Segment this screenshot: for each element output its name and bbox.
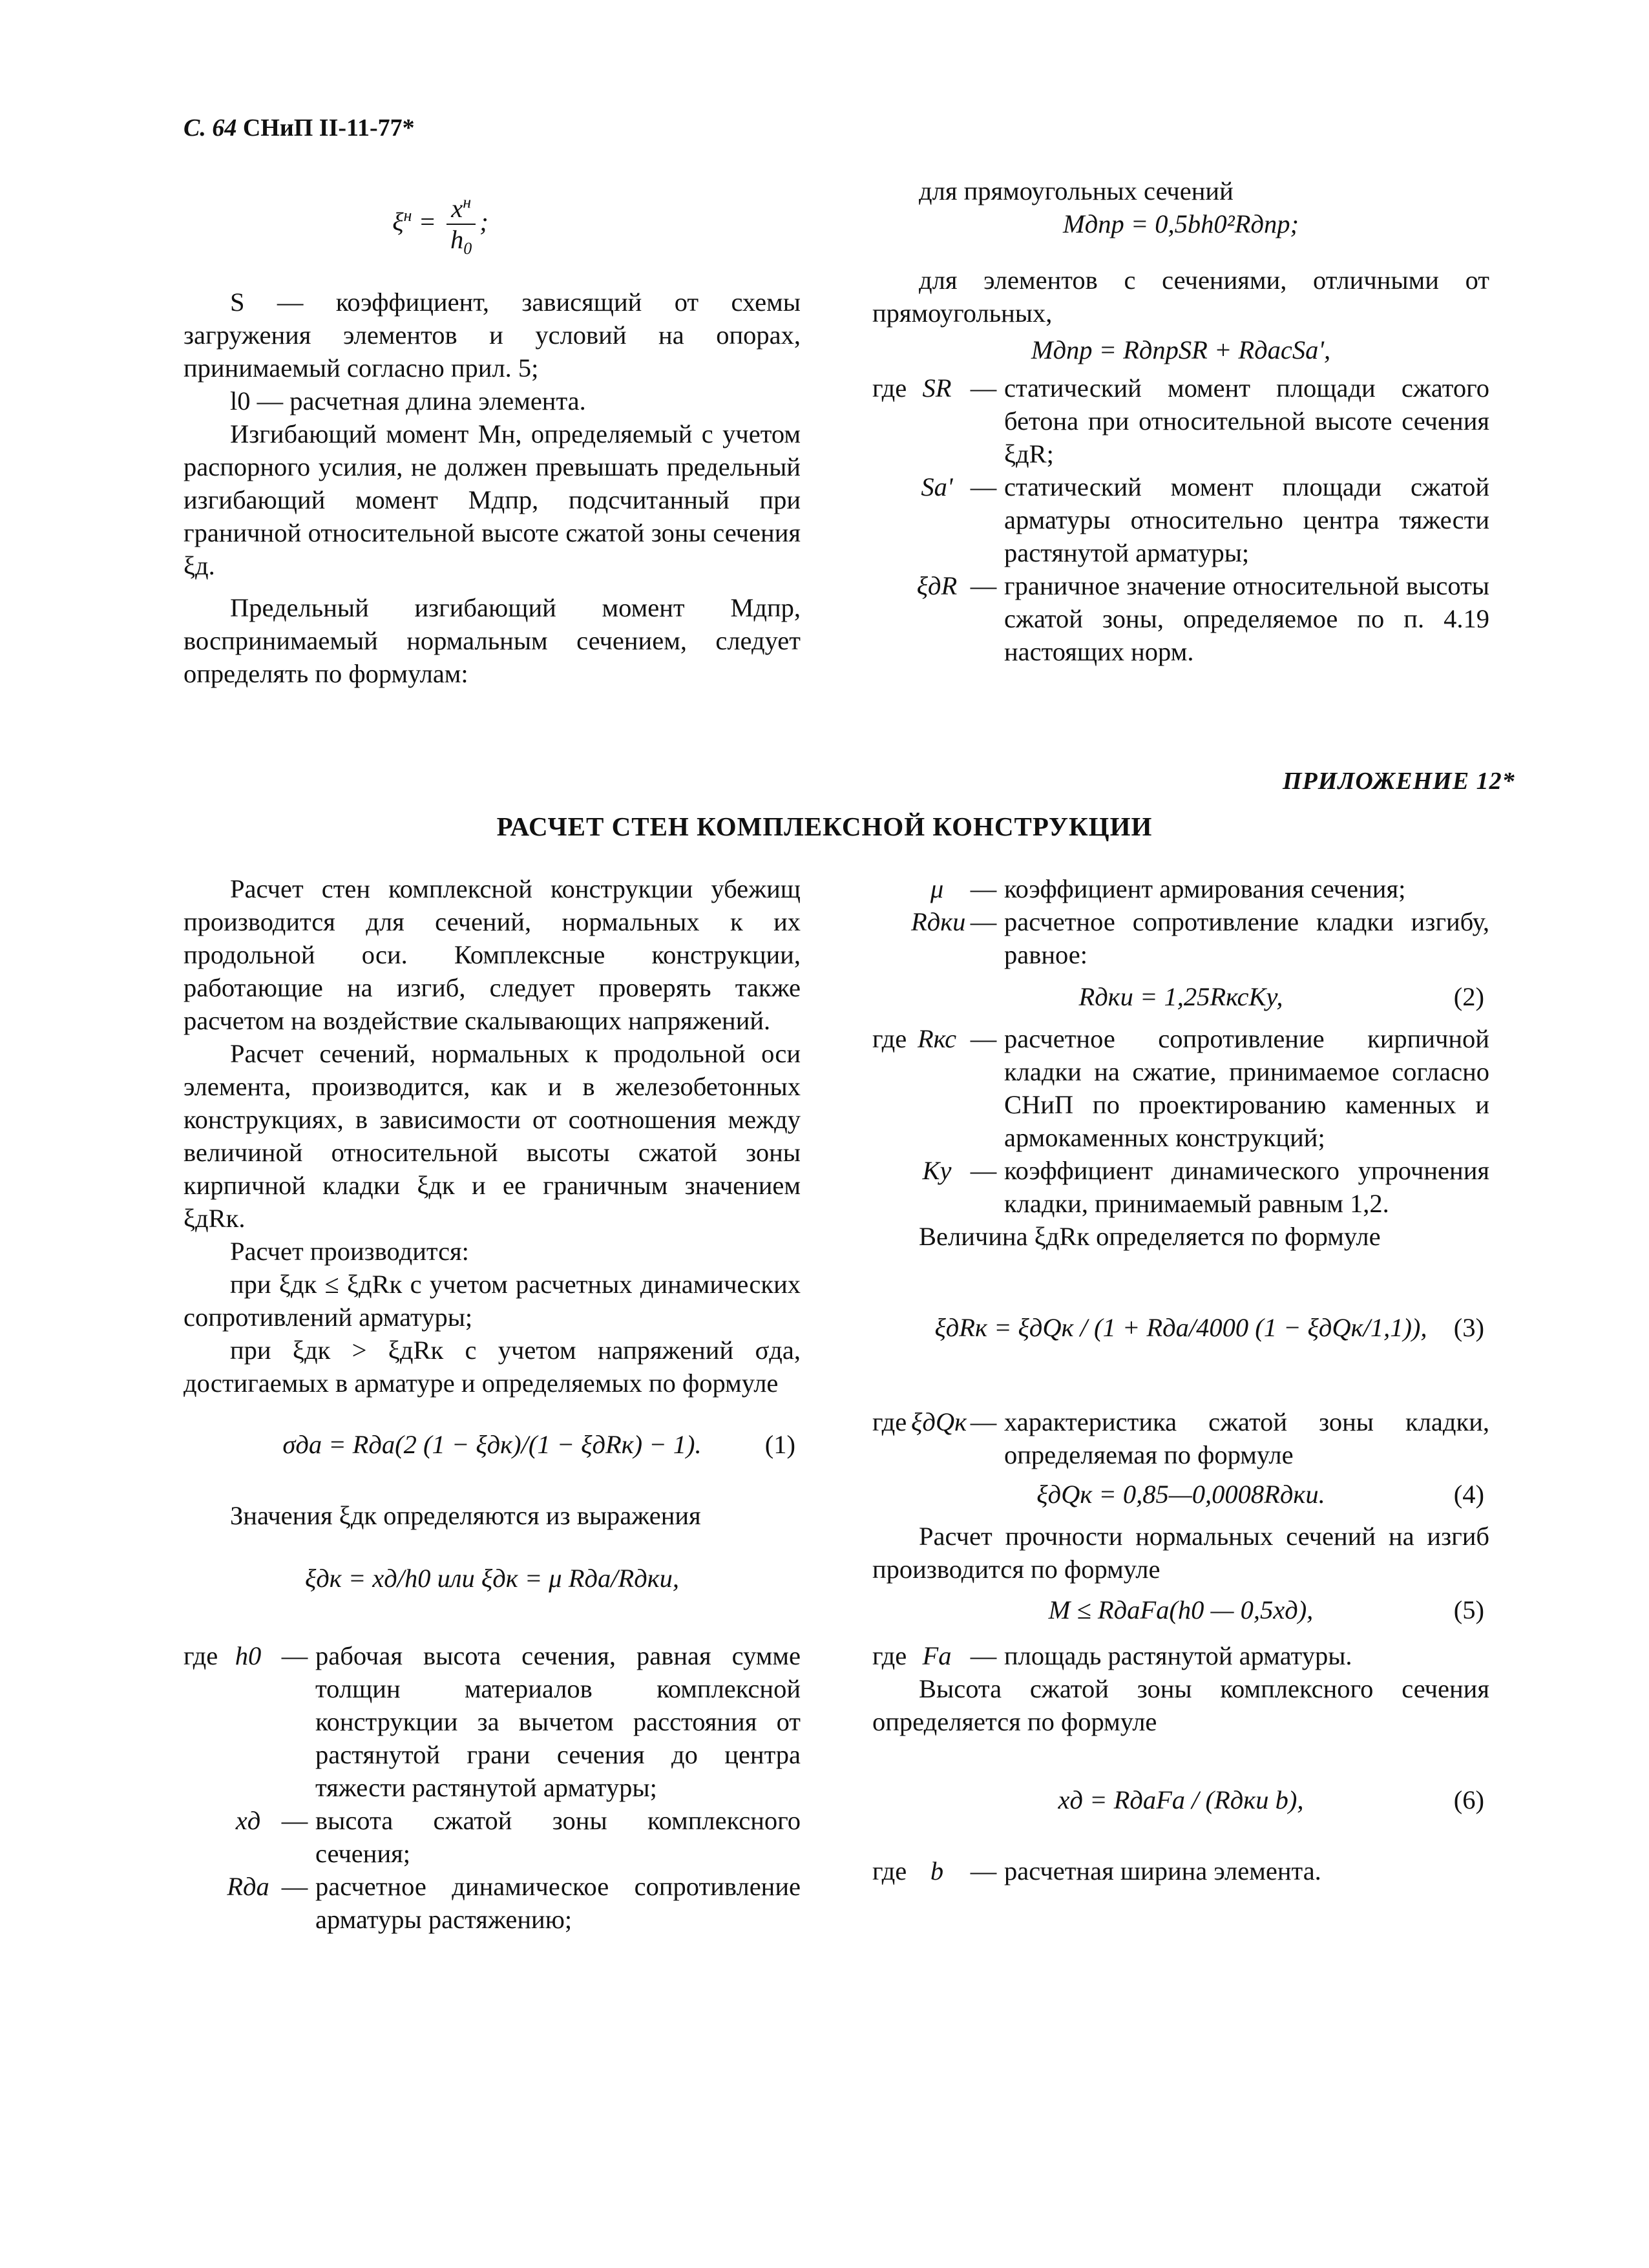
equation-5	[872, 1593, 1489, 1626]
definition-ky-text: коэффициент динамического упрочнения кладки, принимаемый равным 1,2.	[1004, 1156, 1489, 1218]
definition-xi-r: ξдR — граничное значение относительной высоты сжатой зоны, определяемое по п. 4.19 настоящих норм.	[872, 569, 1489, 668]
definition-rkc-text: расчетное сопротивление кирпичной кладки на сжатие, принимаемое согласно СНиП по проектированию каменных и армокаменных конструкций;	[1004, 1024, 1489, 1152]
symbol-xd: xд	[235, 1806, 261, 1835]
definition-sa-text: статический момент площади сжатой арматуры относительно центра тяжести растянутой арматуры;	[1004, 472, 1489, 567]
equation-1-body: σда = Rда(2 (1 − ξдк)/(1 − ξдRк) − 1).	[282, 1430, 702, 1459]
definition-xd: xд — высота сжатой зоны комплексного сечения;	[184, 1804, 801, 1870]
top-left-column	[184, 194, 801, 690]
definition-h0-text: рабочая высота сечения, равная сумме толщин материалов комплексной конструкции за вычетом расстояния от растянутой грани сечения до центра тяжести растянутой арматуры;	[315, 1641, 801, 1802]
definition-xd-text: высота сжатой зоны комплексного сечения;	[315, 1806, 801, 1868]
definition-b: где b — расчетная ширина элемента.	[872, 1854, 1489, 1887]
symbol-rki: Rдки	[911, 907, 966, 936]
document-code: СНиП II-11-77*	[242, 114, 415, 142]
page-number: С. 64	[184, 114, 237, 142]
paragraph-intro: Расчет стен комплексной конструкции убежищ производится для сечений, нормальных к их продольной оси. Комплексные конструкции, работающие на изгиб, следует проверять также расчетом на воздействие скалывающих напряжений.	[184, 874, 801, 1035]
equation-2	[872, 980, 1489, 1013]
symbol-h0: h0	[235, 1641, 262, 1670]
equation-5-body: M ≤ RдаFа(h0 — 0,5xд),	[1048, 1595, 1314, 1624]
symbol-rkc: Rкс	[917, 1024, 957, 1053]
equation-4-number: (4)	[1453, 1480, 1484, 1509]
equation-1-number: (1)	[764, 1430, 795, 1459]
where-label: где	[872, 1856, 907, 1885]
definition-ky: Kу — коэффициент динамического упрочнения кладки, принимаемый равным 1,2.	[872, 1154, 1489, 1220]
definition-h0: где h0 — рабочая высота сечения, равная сумме толщин материалов комплексной конструкции за вычетом расстояния от растянутой грани сечения до центра тяжести растянутой арматуры;	[184, 1639, 801, 1804]
paragraph-case-le: при ξдк ≤ ξдRк с учетом расчетных динамических сопротивлений арматуры;	[184, 1270, 801, 1332]
symbol-sr: SR	[922, 373, 952, 403]
paragraph-xi-values: Значения ξдк определяются из выражения	[230, 1501, 701, 1530]
equation-3-body: ξдRк = ξдQк / (1 + Rда/4000 (1 − ξдQк/1,1)),	[934, 1313, 1427, 1342]
formula-rect-moment: Mдпр = 0,5bh0²Rдпр;	[1062, 209, 1299, 238]
paragraph-strength: Расчет прочности нормальных сечений на изгиб производится по формуле	[872, 1522, 1489, 1584]
formula-nonrect-moment: Mдпр = RдпрSR + RдасSa',	[1031, 335, 1331, 364]
equation-6	[872, 1783, 1489, 1842]
symbol-xi-r: ξдR	[916, 571, 958, 600]
definition-rki-text: расчетное сопротивление кладки изгибу, равное:	[1004, 907, 1489, 969]
where-label: где	[872, 1407, 907, 1436]
definition-ra: Rда — расчетное динамическое сопротивление арматуры растяжению;	[184, 1870, 801, 1936]
bottom-left-column	[184, 872, 801, 1936]
equation-4	[872, 1478, 1489, 1511]
definition-sa: Sa' — статический момент площади сжатой арматуры относительно центра тяжести растянутой арматуры;	[872, 470, 1489, 569]
formula-xi-n: $\xi^н$ = $\frac{x^н}{h_0}$ ;	[392, 193, 488, 258]
nonrect-section-label: для элементов с сечениями, отличными от прямоугольных,	[872, 266, 1489, 328]
equation-2-number: (2)	[1453, 982, 1484, 1011]
symbol-mu: μ	[930, 874, 944, 903]
symbol-sa: Sa'	[921, 472, 953, 501]
paragraph-xi-rk: Величина ξдRк определяется по формуле	[919, 1222, 1381, 1251]
definition-xi-q-text: характеристика сжатой зоны кладки, определяемая по формуле	[1004, 1407, 1489, 1469]
symbol-fa: Fа	[922, 1641, 952, 1670]
definition-mu: μ — коэффициент армирования сечения;	[872, 872, 1489, 905]
paragraph-l0: l0 — расчетная длина элемента.	[230, 386, 586, 415]
equation-5-number: (5)	[1453, 1595, 1484, 1624]
paragraph-bending-moment: Изгибающий момент Мн, определяемый с учетом распорного усилия, не должен превышать предельный изгибающий момент Мдпр, подсчитанный при граничной относительной высоте сжатой зоны сечения ξд.	[184, 419, 801, 580]
section-title: РАСЧЕТ СТЕН КОМПЛЕКСНОЙ КОНСТРУКЦИИ	[496, 812, 1153, 841]
where-label: где	[184, 1641, 218, 1670]
definition-rkc: где Rкс — расчетное сопротивление кирпичной кладки на сжатие, принимаемое согласно СНиП по проектированию каменных и армокаменных конструкций;	[872, 1022, 1489, 1154]
equation-4-body: ξдQк = 0,85—0,0008Rдки.	[1036, 1480, 1325, 1509]
equation-1	[184, 1428, 801, 1473]
paragraph-s-coefficient: S — коэффициент, зависящий от схемы загружения элементов и условий на опорах, принимаемый согласно прил. 5;	[184, 288, 801, 383]
definition-rki: Rдки — расчетное сопротивление кладки изгибу, равное:	[872, 905, 1489, 971]
symbol-xi-q: ξдQк	[911, 1407, 967, 1436]
paragraph-limit-moment: Предельный изгибающий момент Мдпр, воспринимаемый нормальным сечением, следует определять по формулам:	[184, 593, 801, 688]
definition-xi-q: где ξдQк — характеристика сжатой зоны кладки, определяемая по формуле	[872, 1405, 1489, 1471]
equation-6-body: xд = RдаFа / (Rдки b),	[1058, 1785, 1304, 1814]
bottom-right-column	[872, 872, 1489, 1887]
where-label: где	[872, 1024, 907, 1053]
paragraph-height: Высота сжатой зоны комплексного сечения определяется по формуле	[872, 1674, 1489, 1736]
equation-6-number: (6)	[1453, 1785, 1484, 1814]
definition-mu-text: коэффициент армирования сечения;	[1004, 874, 1406, 903]
equation-3	[872, 1311, 1489, 1382]
symbol-b: b	[930, 1856, 944, 1885]
appendix-label: ПРИЛОЖЕНИЕ 12*	[1283, 768, 1515, 795]
paragraph-calc: Расчет производится:	[230, 1237, 469, 1266]
definition-fa: где Fа — площадь растянутой арматуры.	[872, 1639, 1489, 1672]
definition-sr: где SR — статический момент площади сжатого бетона при относительной высоте сечения ξдR;	[872, 372, 1489, 470]
paragraph-case-gt: при ξдк > ξдRк с учетом напряжений σда, достигаемых в арматуре и определяемых по формуле	[184, 1336, 801, 1398]
where-label: где	[872, 373, 907, 403]
definition-ra-text: расчетное динамическое сопротивление арматуры растяжению;	[315, 1872, 801, 1934]
symbol-ky: Kу	[922, 1156, 952, 1185]
equation-3-number: (3)	[1453, 1313, 1484, 1342]
equation-xi-k: ξдк = xд/h0 или ξдк = μ Rда/Rдки,	[304, 1564, 680, 1593]
paragraph-sections: Расчет сечений, нормальных к продольной оси элемента, производится, как и в железобетонных конструкциях, в зависимости от соотношения между величиной относительной высоты сжатой зоны кирпичной кладки ξдк и ее граничным значением ξдRк.	[184, 1039, 801, 1233]
top-right-column	[872, 174, 1489, 668]
where-label: где	[872, 1641, 907, 1670]
definition-fa-text: площадь растянутой арматуры.	[1004, 1641, 1352, 1670]
definition-b-text: расчетная ширина элемента.	[1004, 1856, 1321, 1885]
page-header	[184, 114, 415, 142]
definition-sr-text: статический момент площади сжатого бетона при относительной высоте сечения ξдR;	[1004, 373, 1489, 468]
rect-section-label: для прямоугольных сечений	[919, 176, 1234, 205]
equation-2-body: Rдки = 1,25RксKу,	[1078, 982, 1283, 1011]
symbol-ra: Rда	[227, 1872, 269, 1901]
definition-xi-r-text: граничное значение относительной высоты сжатой зоны, определяемое по п. 4.19 настоящих норм.	[1004, 571, 1489, 666]
